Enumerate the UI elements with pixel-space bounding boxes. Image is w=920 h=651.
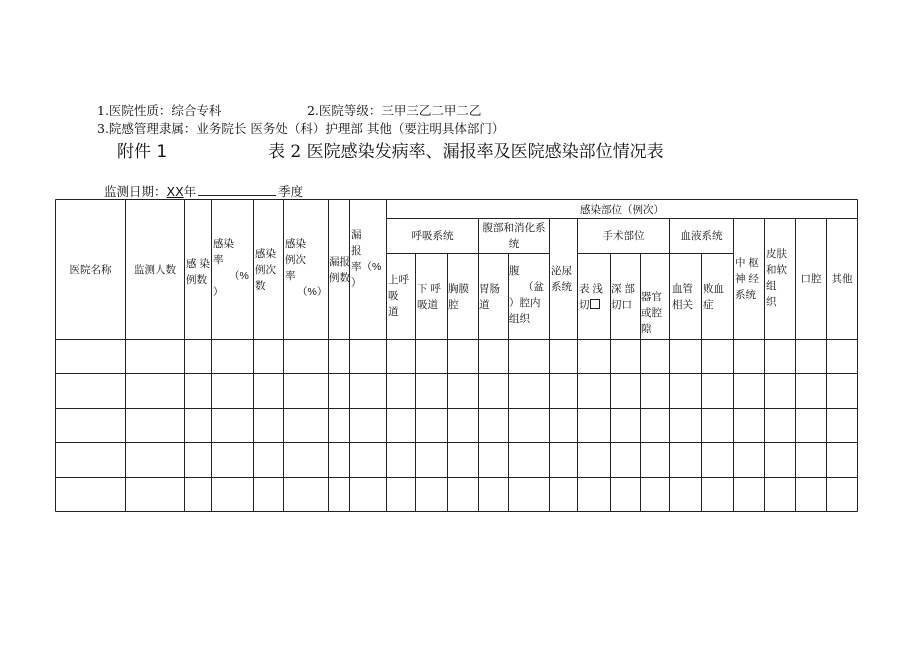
header-cns [735,255,764,303]
header-abd-l2: （盆 [523,281,544,293]
management-affiliation-text: 3.院感管理隶属：业务院长 医务处（科）护理部 其他（要注明具体部门） [97,121,505,136]
header-missed-rate-l1: 漏 [351,229,362,241]
header-missed-rate-l4: ） [351,277,362,289]
header-skin-soft-tissue [766,246,795,310]
header-oral: 口腔 [800,273,822,285]
date-label: 监测日期： [104,184,167,199]
header-infect-rate-l4: ） [213,286,224,298]
header-organ-l3: 隙 [641,323,652,335]
date-year-suffix: 年 [183,184,197,199]
header-hospital-name: 医院名称 [69,264,112,276]
header-infect-times [255,246,283,294]
header-times-rate-l4: （%） [297,286,328,298]
date-blank-field[interactable] [198,185,276,196]
header-times-rate-l2: 例次 [285,254,306,266]
attachment-label: 附件 1 [117,142,168,162]
header-gi-tract-l1: 胃肠 [479,283,500,295]
header-missed-rate [351,227,386,291]
header-infection-site: 感染部位（例次） [580,204,664,216]
header-lower-resp-l1: 下 呼 [417,283,441,295]
header-organ-l1: 器官 [641,291,662,303]
header-organ-space [641,289,669,337]
header-sepsis [703,281,733,313]
header-missed-cases [329,254,350,286]
header-infect-cases [186,256,212,288]
header-vascular-l2: 相关 [672,299,693,311]
header-vascular-l1: 血管 [672,283,693,295]
hospital-grade-text: 2.医院等级：三甲三乙二甲二乙 [307,103,482,118]
header-upper-resp-l1: 上呼 [388,274,409,286]
header-upper-resp [388,272,415,320]
header-skin-l2: 和软 [766,264,787,276]
header-upper-resp-l2: 吸 [388,290,399,302]
header-deep-l2: 切口 [611,299,632,311]
header-skin-l1: 皮肤 [766,248,787,260]
date-season-label: 季度 [278,184,304,199]
date-year-value: XX [166,184,184,199]
header-abd-l3: ）腔内 [509,297,541,309]
header-abd-l4: 组织 [509,313,530,325]
hospital-type-line [97,101,482,119]
header-missed-cases-l2: 例数 [329,272,350,284]
header-vascular [672,281,701,313]
header-skin-l3: 组 [766,280,777,292]
header-digestive-l1: 腹部和消化系 [482,222,546,234]
header-missed-rate-l3: 率（% [351,261,382,273]
header-missed-rate-l2: 报 [351,245,362,257]
header-surgical-site: 手术部位 [602,230,645,242]
checkbox-square-icon [590,299,600,309]
header-respiratory: 呼吸系统 [411,230,454,242]
header-cns-l2: 神 经 [735,273,759,285]
header-superficial-incision [579,281,610,313]
header-lower-resp-l2: 吸道 [417,299,438,311]
header-gi-tract-l2: 道 [479,299,490,311]
header-times-rate [285,236,328,300]
header-digestive [479,220,549,252]
header-infect-cases-l2: 例数 [186,274,207,286]
header-superficial-l2: 切 [579,299,590,311]
header-infect-cases-l1: 感 染 [186,258,210,270]
header-missed-cases-l1: 漏报 [329,256,350,268]
header-times-rate-l1: 感染 [285,238,306,250]
header-infect-times-l3: 数 [255,280,266,292]
header-cns-l1: 中 枢 [735,257,759,269]
header-monitor-count: 监测人数 [134,264,176,276]
header-superficial-l1: 表 浅 [579,283,603,295]
header-infect-rate-l2: 率 [213,254,224,266]
header-abdominal-tissue [509,263,549,327]
header-urinary-l1: 泌尿 [551,265,572,277]
header-deep-incision [611,281,640,313]
hospital-nature-text: 1.医院性质：综合专科 [97,103,222,118]
header-blood: 血液系统 [680,230,723,242]
header-infect-times-l1: 感染 [255,248,276,260]
header-gi-tract [479,281,508,313]
header-urinary [551,263,577,295]
page-title: 表 2 医院感染发病率、漏报率及医院感染部位情况表 [268,142,664,162]
header-abd-l1: 腹 [509,265,520,277]
header-pleural-l1: 胸膜 [448,283,469,295]
monitor-date-line [104,182,303,200]
header-infect-times-l2: 例次 [255,264,276,276]
header-pleural [448,281,478,313]
header-skin-l4: 织 [766,296,777,308]
header-infect-rate [213,236,253,300]
header-urinary-l2: 系统 [551,281,572,293]
header-upper-resp-l3: 道 [388,306,399,318]
header-sepsis-l1: 败血 [703,283,724,295]
header-infect-rate-l1: 感染 [213,238,234,250]
header-infect-rate-l3: （% [229,270,249,282]
header-pleural-l2: 腔 [448,299,459,311]
header-sepsis-l2: 症 [703,299,714,311]
header-deep-l1: 深 部 [611,283,635,295]
header-times-rate-l3: 率 [285,270,296,282]
header-lower-resp [417,281,447,313]
header-other: 其他 [831,273,853,285]
header-digestive-l2: 统 [508,238,520,250]
header-organ-l2: 或腔 [641,307,662,319]
header-cns-l3: 系统 [735,289,756,301]
